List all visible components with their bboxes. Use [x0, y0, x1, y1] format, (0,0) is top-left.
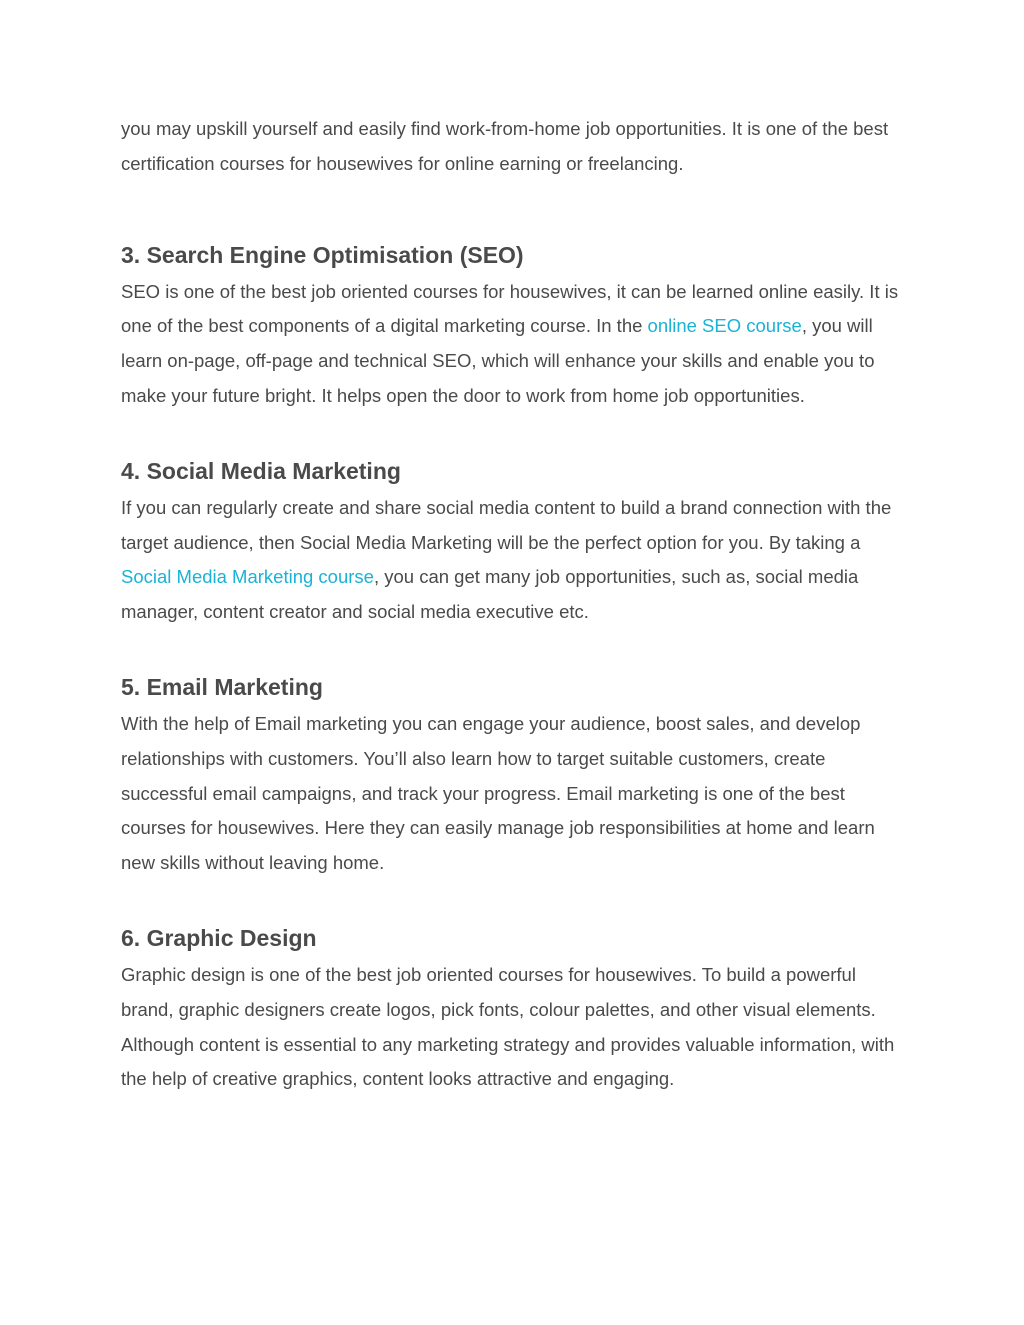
section-body-graphic-design: Graphic design is one of the best job oriented courses for housewives. To build a powerful brand, graphic designers create logos, pick fonts, colour palettes, and other visual elements. Although content is essential to any marketing strategy and provides valuable information, with the help of creative graphics, content looks attractive and engaging.: [121, 963, 895, 1090]
section-social-media-marketing: [121, 454, 911, 630]
section-email-marketing: [121, 670, 911, 881]
section-body-seo: [121, 275, 911, 414]
section-heading-email-marketing: 5. Email Marketing: [121, 673, 323, 700]
document-page: [121, 112, 911, 1137]
section-body-email-marketing: With the help of Email marketing you can engage your audience, boost sales, and develop relationships with customers. You’ll also learn how to target suitable customers, create successful email campaigns, and track your progress. Email marketing is one of the best courses for housewives. Here they can easily manage job responsibilities at home and learn new skills without leaving home.: [121, 712, 875, 874]
body-text: , you can get many job opportunities, such as, social media manager, content creator and social media executive etc.: [121, 566, 859, 623]
section-graphic-design: [121, 921, 911, 1097]
social-media-marketing-course-link[interactable]: Social Media Marketing course: [121, 566, 374, 588]
body-text: , you will learn on-page, off-page and technical SEO, which will enhance your skills and enable you to make your future bright. It helps open the door to work from home job opportunities.: [121, 315, 875, 406]
section-body-social-media: [121, 491, 911, 630]
section-seo: [121, 238, 911, 414]
online-seo-course-link[interactable]: online SEO course: [647, 315, 802, 337]
body-text: If you can regularly create and share social media content to build a brand connection with the target audience, then Social Media Marketing will be the perfect option for you. By taking a: [121, 496, 892, 553]
body-text: SEO is one of the best job oriented courses for housewives, it can be learned online easily. It is one of the best components of a digital marketing course. In the: [121, 280, 899, 337]
section-heading-graphic-design: 6. Graphic Design: [121, 924, 317, 951]
section-heading-social-media: 4. Social Media Marketing: [121, 457, 401, 484]
intro-paragraph: you may upskill yourself and easily find work-from-home job opportunities. It is one of the best certification courses for housewives for online earning or freelancing.: [121, 118, 889, 174]
section-heading-seo: 3. Search Engine Optimisation (SEO): [121, 241, 524, 268]
